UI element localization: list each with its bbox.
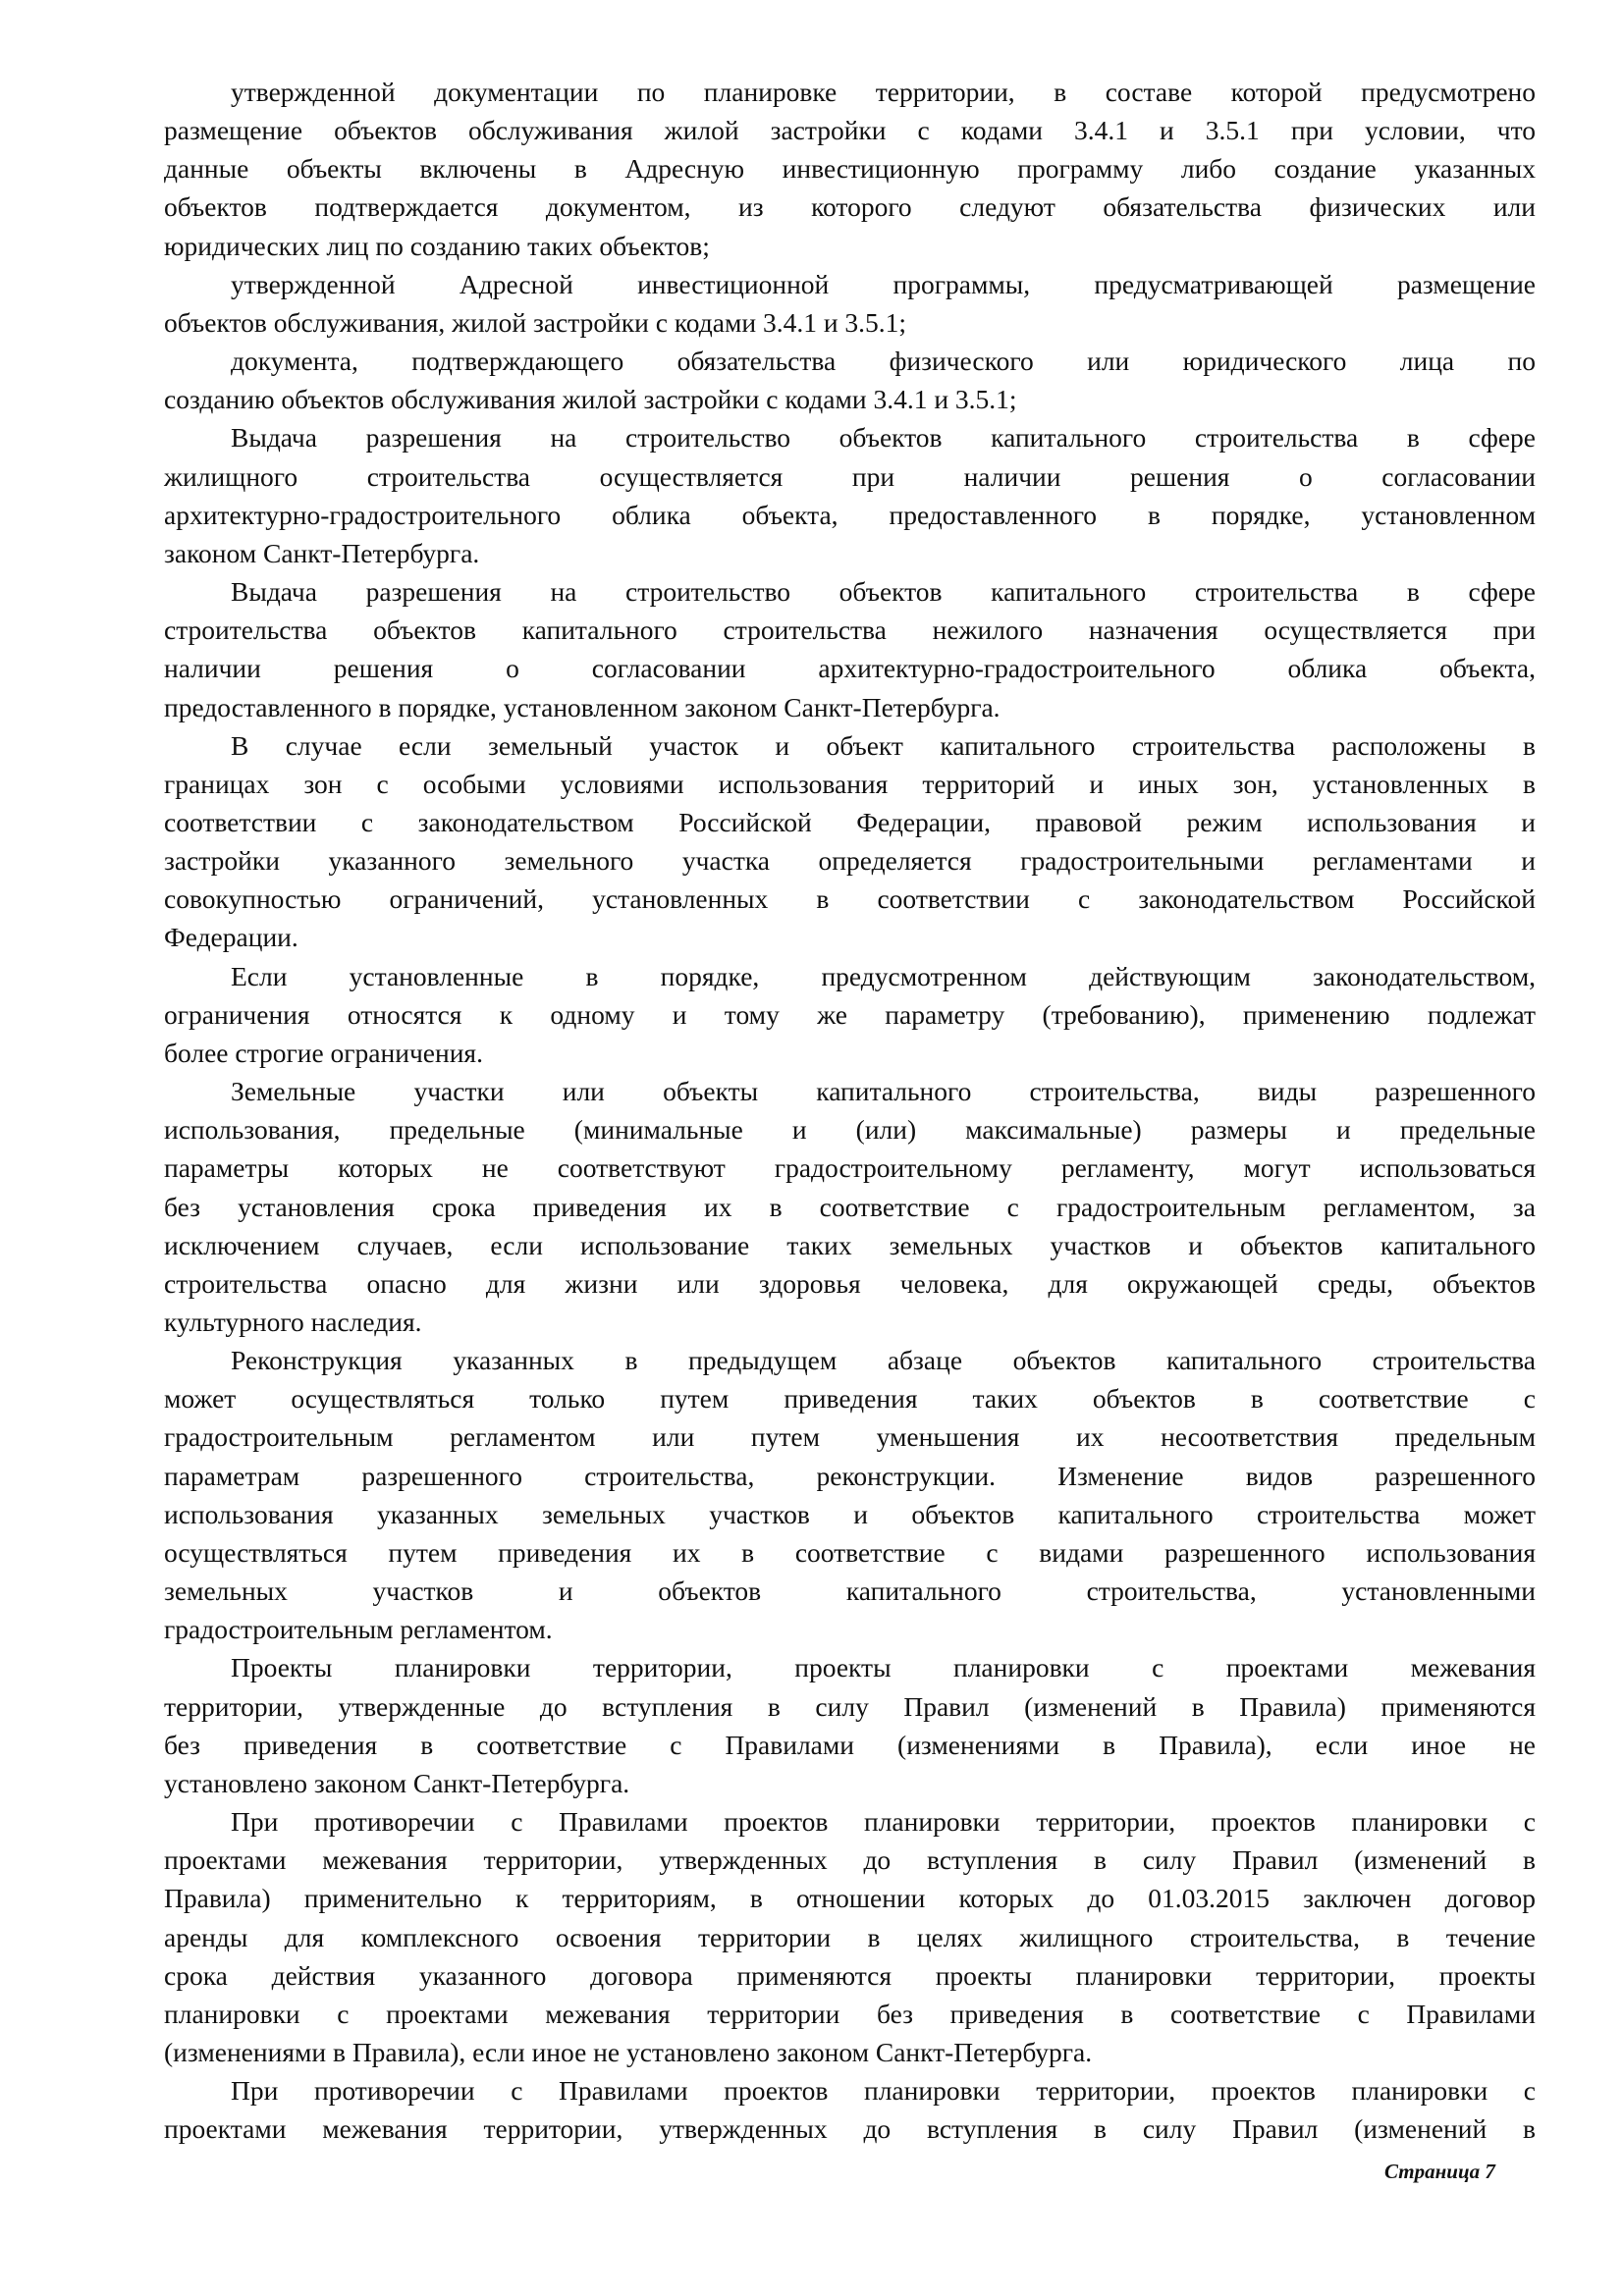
text-line: использования указанных земельных участков и объектов капитального строительства может	[164, 1498, 1536, 1529]
text-line: Выдача разрешения на строительство объектов капитального строительства в сфере	[231, 576, 1536, 608]
text-line: В случае если земельный участок и объект капитального строительства расположены в	[231, 729, 1536, 761]
text-line: утвержденной документации по планировке территории, в составе которой предусмотрено	[231, 77, 1536, 107]
paragraph	[164, 342, 1536, 418]
text-line: границах зон с особыми условиями использования территорий и иных зон, установленных в	[164, 768, 1536, 799]
text-line: наличии решения о согласовании архитектурно-градостроительного облика объекта,	[164, 653, 1536, 684]
document-body	[164, 73, 1536, 2148]
text-line: объектов подтверждается документом, из которого следуют обязательства физических или	[164, 191, 1536, 223]
text-line: юридических лиц по созданию таких объектов;	[164, 230, 710, 261]
text-line: объектов обслуживания, жилой застройки с кодами 3.4.1 и 3.5.1;	[164, 306, 907, 338]
text-line: градостроительным регламентом или путем уменьшения их несоответствия предельным	[164, 1421, 1536, 1453]
paragraph	[164, 2071, 1536, 2148]
text-line: размещение объектов обслуживания жилой застройки с кодами 3.4.1 и 3.5.1 при условии, что	[164, 115, 1536, 146]
text-line: строительства опасно для жизни или здоровья человека, для окружающей среды, объектов	[164, 1267, 1536, 1299]
text-line: Выдача разрешения на строительство объектов капитального строительства в сфере	[231, 422, 1536, 454]
text-line: градостроительным регламентом.	[164, 1614, 553, 1645]
text-line: строительства объектов капитального строительства нежилого назначения осуществляется при	[164, 614, 1536, 646]
text-line: территории, утвержденные до вступления в силу Правил (изменений в Правила) применяются	[164, 1690, 1536, 1722]
text-line: Проекты планировки территории, проекты планировки с проектами межевания	[231, 1652, 1536, 1683]
text-line: совокупностью ограничений, установленных в соответствии с законодательством Российской	[164, 883, 1536, 915]
text-line: Федерации.	[164, 922, 298, 953]
text-line: без установления срока приведения их в соответствие с градостроительным регламентом, за	[164, 1191, 1536, 1222]
paragraph	[164, 957, 1536, 1072]
text-line: исключением случаев, если использование таких земельных участков и объектов капитального	[164, 1229, 1536, 1260]
text-line: параметрам разрешенного строительства, реконструкции. Изменение видов разрешенного	[164, 1460, 1536, 1491]
text-line: законом Санкт-Петербурга.	[164, 537, 480, 568]
paragraph	[164, 1341, 1536, 1648]
text-line: предоставленного в порядке, установленном законом Санкт-Петербурга.	[164, 691, 1001, 722]
paragraph	[164, 73, 1536, 265]
text-line: планировки с проектами межевания территории без приведения в соответствие с Правилами	[164, 1998, 1536, 2029]
text-line: Земельные участки или объекты капитального строительства, виды разрешенного	[231, 1076, 1536, 1107]
text-line: Правила) применительно к территориям, в отношении которых до 01.03.2015 заключен договор	[164, 1883, 1536, 1914]
text-line: соответствии с законодательством Российской Федерации, правовой режим использования и	[164, 806, 1536, 837]
page-number: Страница 7	[1384, 2160, 1495, 2183]
text-line: культурного наследия.	[164, 1307, 422, 1337]
text-line: Реконструкция указанных в предыдущем абзаце объектов капитального строительства	[231, 1345, 1536, 1376]
text-line: жилищного строительства осуществляется при наличии решения о согласовании	[164, 460, 1536, 492]
text-line: аренды для комплексного освоения территории в целях жилищного строительства, в течение	[164, 1921, 1536, 1952]
text-line: установлено законом Санкт-Петербурга.	[164, 1767, 630, 1798]
text-line: застройки указанного земельного участка определяется градостроительными регламентами и	[164, 845, 1536, 877]
text-line: параметры которых не соответствуют градостроительному регламенту, могут использоваться	[164, 1152, 1536, 1184]
text-line: без приведения в соответствие с Правилами (изменениями в Правила), если иное не	[164, 1729, 1536, 1760]
text-line: более строгие ограничения.	[164, 1037, 483, 1068]
text-line: проектами межевания территории, утвержденных до вступления в силу Правил (изменений в	[164, 2113, 1536, 2145]
paragraph	[164, 418, 1536, 572]
paragraph	[164, 1648, 1536, 1802]
text-line: осуществляться путем приведения их в соответствие с видами разрешенного использования	[164, 1536, 1536, 1568]
text-line: проектами межевания территории, утвержденных до вступления в силу Правил (изменений в	[164, 1844, 1536, 1876]
text-line: созданию объектов обслуживания жилой застройки с кодами 3.4.1 и 3.5.1;	[164, 384, 1017, 415]
text-line: архитектурно-градостроительного облика объекта, предоставленного в порядке, установленном	[164, 499, 1536, 530]
paragraph	[164, 1072, 1536, 1341]
paragraph	[164, 265, 1536, 342]
text-line: использования, предельные (минимальные и (или) максимальные) размеры и предельные	[164, 1114, 1536, 1146]
text-line: (изменениями в Правила), если иное не установлено законом Санкт-Петербурга.	[164, 2036, 1093, 2067]
paragraph	[164, 1802, 1536, 2071]
text-line: земельных участков и объектов капитального строительства, установленными	[164, 1575, 1536, 1607]
paragraph	[164, 572, 1536, 726]
text-line: документа, подтверждающего обязательства физического или юридического лица по	[231, 346, 1536, 377]
paragraph	[164, 726, 1536, 957]
text-line: ограничения относятся к одному и тому же параметру (требованию), применению подлежат	[164, 998, 1536, 1030]
text-line: утвержденной Адресной инвестиционной программы, предусматривающей размещение	[231, 268, 1536, 299]
text-line: Если установленные в порядке, предусмотренном действующим законодательством,	[231, 960, 1536, 991]
text-line: может осуществляться только путем приведения таких объектов в соответствие с	[164, 1383, 1536, 1415]
text-line: данные объекты включены в Адресную инвестиционную программу либо создание указанных	[164, 153, 1536, 185]
text-line: При противоречии с Правилами проектов планировки территории, проектов планировки с	[231, 1806, 1536, 1838]
text-line: срока действия указанного договора применяются проекты планировки территории, проекты	[164, 1959, 1536, 1991]
text-line: При противоречии с Правилами проектов планировки территории, проектов планировки с	[231, 2075, 1536, 2107]
